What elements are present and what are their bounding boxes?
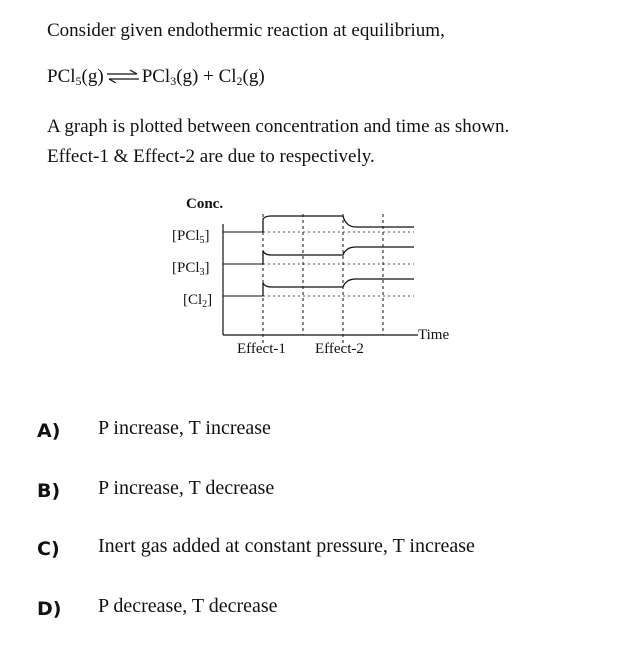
effect-1-label: Effect-1 — [237, 341, 286, 357]
option-a-letter: A) — [37, 420, 61, 442]
option-d-text: P decrease, T decrease — [98, 595, 278, 617]
curve-pcl5 — [263, 216, 414, 232]
reaction-equation — [47, 66, 265, 89]
label-pcl3: [PCl$_3$] — [172, 260, 210, 278]
question-line-1: Consider given endothermic reaction at equilibrium, — [47, 20, 445, 41]
option-b-text: P increase, T decrease — [98, 477, 275, 499]
effect-2-label: Effect-2 — [315, 341, 364, 357]
option-d[interactable] — [37, 595, 597, 625]
concentration-time-graph — [160, 188, 470, 363]
option-b-letter: B) — [37, 480, 61, 502]
question-line-2: A graph is plotted between concentration and time as shown. — [47, 116, 510, 137]
option-a-text: P increase, T increase — [98, 417, 271, 439]
option-b[interactable] — [37, 477, 597, 507]
curve-pcl3 — [263, 247, 414, 264]
equilibrium-arrow-icon — [106, 69, 140, 83]
label-pcl5: [PCl$_5$] — [172, 228, 210, 246]
option-c-letter: C) — [37, 538, 60, 560]
effect-markers — [263, 214, 383, 346]
option-d-letter: D) — [37, 598, 62, 620]
eq-phase-1: (g) — [81, 66, 104, 87]
option-c[interactable] — [37, 535, 597, 565]
concentration-curves — [263, 216, 414, 296]
eq-reactant: PCl — [47, 66, 76, 87]
eq-product-1: PCl — [141, 66, 171, 87]
option-c-text: Inert gas added at constant pressure, T increase — [98, 535, 475, 557]
eq-product-2-subscript: 2 — [236, 74, 243, 88]
question-line-3: Effect-1 & Effect-2 are due to respectively. — [47, 146, 375, 167]
eq-phase-2: (g) + Cl — [176, 66, 237, 87]
eq-reactant-subscript: 5 — [75, 74, 82, 88]
label-cl2: $[Cl_2]$ — [183, 292, 213, 310]
graph-x-title: Time — [418, 327, 450, 343]
eq-product-1-subscript: 3 — [170, 74, 177, 88]
curve-cl2 — [263, 279, 414, 296]
graph-y-title: Conc. — [186, 196, 224, 212]
eq-phase-3: (g) — [242, 66, 265, 87]
option-a[interactable] — [37, 417, 597, 447]
